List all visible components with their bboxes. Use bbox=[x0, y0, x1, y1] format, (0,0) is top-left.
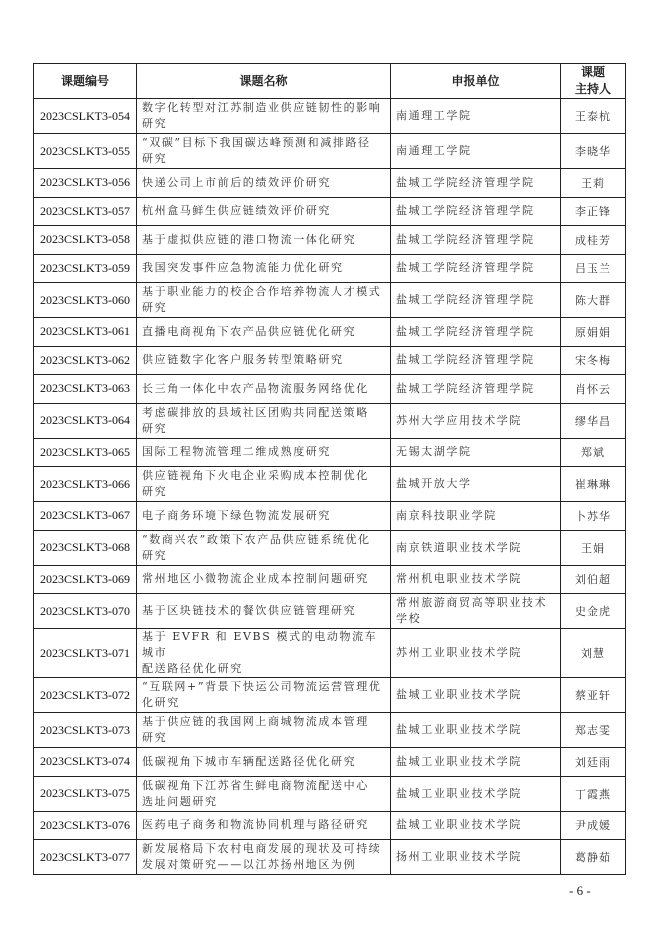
project-host: 葛静茹 bbox=[561, 840, 626, 875]
table-row bbox=[34, 840, 626, 875]
project-host: 尹成媛 bbox=[561, 811, 626, 840]
applicant-unit: 盐城工业职业技术学院 bbox=[391, 678, 561, 713]
project-code: 2023CSLKT3-067 bbox=[34, 502, 137, 531]
project-code: 2023CSLKT3-062 bbox=[34, 346, 137, 375]
table-row bbox=[34, 134, 626, 169]
applicant-unit: 南通理工学院 bbox=[391, 134, 561, 169]
project-title: 考虑碳排放的县域社区团购共同配送策略 研究 bbox=[137, 403, 391, 438]
applicant-unit: 无锡太湖学院 bbox=[391, 438, 561, 467]
project-title: 数字化转型对江苏制造业供应链韧性的影响 研究 bbox=[137, 99, 391, 134]
table-row bbox=[34, 254, 626, 283]
project-host: 李正锋 bbox=[561, 197, 626, 226]
table-row bbox=[34, 283, 626, 318]
project-title: “双碳”目标下我国碳达峰预测和减排路径 研究 bbox=[137, 134, 391, 169]
project-code: 2023CSLKT3-054 bbox=[34, 99, 137, 134]
table-row bbox=[34, 748, 626, 777]
project-code: 2023CSLKT3-069 bbox=[34, 565, 137, 594]
project-host: 郑斌 bbox=[561, 438, 626, 467]
project-host: 宋冬梅 bbox=[561, 346, 626, 375]
applicant-unit: 盐城工学院经济管理学院 bbox=[391, 318, 561, 347]
applicant-unit: 盐城工业职业技术学院 bbox=[391, 811, 561, 840]
project-title: “数商兴农”政策下农产品供应链系统优化 研究 bbox=[137, 530, 391, 565]
project-title: 基于虚拟供应链的港口物流一体化研究 bbox=[137, 226, 391, 255]
project-code: 2023CSLKT3-076 bbox=[34, 811, 137, 840]
project-code: 2023CSLKT3-055 bbox=[34, 134, 137, 169]
project-title: 供应链视角下火电企业采购成本控制优化 研究 bbox=[137, 467, 391, 502]
applicant-unit: 南通理工学院 bbox=[391, 99, 561, 134]
project-host: 王泰杭 bbox=[561, 99, 626, 134]
project-code: 2023CSLKT3-065 bbox=[34, 438, 137, 467]
header-title: 课题名称 bbox=[137, 64, 391, 99]
project-title: 基于区块链技术的餐饮供应链管理研究 bbox=[137, 594, 391, 629]
project-title: 基于供应链的我国网上商城物流成本管理 研究 bbox=[137, 713, 391, 748]
project-title: 长三角一体化中农产品物流服务网络优化 bbox=[137, 375, 391, 404]
header-unit: 申报单位 bbox=[391, 64, 561, 99]
table-row bbox=[34, 530, 626, 565]
applicant-unit: 盐城工业职业技术学院 bbox=[391, 713, 561, 748]
project-code: 2023CSLKT3-061 bbox=[34, 318, 137, 347]
project-host: 丁霞燕 bbox=[561, 776, 626, 811]
project-code: 2023CSLKT3-075 bbox=[34, 776, 137, 811]
project-code: 2023CSLKT3-077 bbox=[34, 840, 137, 875]
table-row bbox=[34, 226, 626, 255]
project-host: 吕玉兰 bbox=[561, 254, 626, 283]
applicant-unit: 盐城工学院经济管理学院 bbox=[391, 375, 561, 404]
project-title: 低碳视角下城市车辆配送路径优化研究 bbox=[137, 748, 391, 777]
applicant-unit: 盐城工业职业技术学院 bbox=[391, 776, 561, 811]
project-code: 2023CSLKT3-060 bbox=[34, 283, 137, 318]
project-title: “互联网+”背景下快运公司物流运营管理优 化研究 bbox=[137, 678, 391, 713]
applicant-unit: 盐城开放大学 bbox=[391, 467, 561, 502]
table-row bbox=[34, 197, 626, 226]
project-title: 国际工程物流管理二维成熟度研究 bbox=[137, 438, 391, 467]
project-host: 蔡亚轩 bbox=[561, 678, 626, 713]
project-host: 缪华昌 bbox=[561, 403, 626, 438]
project-title: 基于职业能力的校企合作培养物流人才模式 研究 bbox=[137, 283, 391, 318]
project-host: 李晓华 bbox=[561, 134, 626, 169]
applicant-unit: 盐城工学院经济管理学院 bbox=[391, 283, 561, 318]
table-row bbox=[34, 502, 626, 531]
project-host: 卜苏华 bbox=[561, 502, 626, 531]
project-host: 王莉 bbox=[561, 169, 626, 198]
project-title: 常州地区小微物流企业成本控制问题研究 bbox=[137, 565, 391, 594]
table-row bbox=[34, 565, 626, 594]
project-title: 医药电子商务和物流协同机理与路径研究 bbox=[137, 811, 391, 840]
project-code: 2023CSLKT3-071 bbox=[34, 629, 137, 678]
applicant-unit: 盐城工业职业技术学院 bbox=[391, 748, 561, 777]
project-title: 直播电商视角下农产品供应链优化研究 bbox=[137, 318, 391, 347]
applicant-unit: 苏州工业职业技术学院 bbox=[391, 629, 561, 678]
table-row bbox=[34, 594, 626, 629]
table-row bbox=[34, 438, 626, 467]
table-header-row bbox=[34, 64, 626, 99]
project-title: 杭州盒马鲜生供应链绩效评价研究 bbox=[137, 197, 391, 226]
table-row bbox=[34, 169, 626, 198]
project-title: 我国突发事件应急物流能力优化研究 bbox=[137, 254, 391, 283]
project-code: 2023CSLKT3-058 bbox=[34, 226, 137, 255]
table-row bbox=[34, 99, 626, 134]
applicant-unit: 盐城工学院经济管理学院 bbox=[391, 226, 561, 255]
project-host: 王娟 bbox=[561, 530, 626, 565]
table-row bbox=[34, 713, 626, 748]
applicant-unit: 南京科技职业学院 bbox=[391, 502, 561, 531]
project-code: 2023CSLKT3-068 bbox=[34, 530, 137, 565]
project-table bbox=[33, 63, 626, 875]
table-row bbox=[34, 403, 626, 438]
project-code: 2023CSLKT3-063 bbox=[34, 375, 137, 404]
table-row bbox=[34, 629, 626, 678]
project-code: 2023CSLKT3-073 bbox=[34, 713, 137, 748]
project-code: 2023CSLKT3-070 bbox=[34, 594, 137, 629]
page-number: - 6 - bbox=[569, 883, 591, 898]
table-row bbox=[34, 811, 626, 840]
table-row bbox=[34, 678, 626, 713]
applicant-unit: 南京铁道职业技术学院 bbox=[391, 530, 561, 565]
project-title: 低碳视角下江苏省生鲜电商物流配送中心 选址问题研究 bbox=[137, 776, 391, 811]
applicant-unit: 盐城工学院经济管理学院 bbox=[391, 346, 561, 375]
project-title: 基于 EVFR 和 EVBS 模式的电动物流车城市 配送路径优化研究 bbox=[137, 629, 391, 678]
project-host: 刘廷雨 bbox=[561, 748, 626, 777]
applicant-unit: 常州机电职业技术学院 bbox=[391, 565, 561, 594]
applicant-unit: 扬州工业职业技术学院 bbox=[391, 840, 561, 875]
project-title: 快递公司上市前后的绩效评价研究 bbox=[137, 169, 391, 198]
project-host: 肖怀云 bbox=[561, 375, 626, 404]
table-row bbox=[34, 318, 626, 347]
header-code: 课题编号 bbox=[34, 64, 137, 99]
project-host: 原娟娟 bbox=[561, 318, 626, 347]
project-host: 崔琳琳 bbox=[561, 467, 626, 502]
project-title: 电子商务环境下绿色物流发展研究 bbox=[137, 502, 391, 531]
table-row bbox=[34, 776, 626, 811]
project-code: 2023CSLKT3-056 bbox=[34, 169, 137, 198]
table-row bbox=[34, 467, 626, 502]
project-host: 郑志雯 bbox=[561, 713, 626, 748]
project-code: 2023CSLKT3-059 bbox=[34, 254, 137, 283]
table-row bbox=[34, 375, 626, 404]
applicant-unit: 常州旅游商贸高等职业技术 学校 bbox=[391, 594, 561, 629]
project-code: 2023CSLKT3-066 bbox=[34, 467, 137, 502]
applicant-unit: 盐城工学院经济管理学院 bbox=[391, 197, 561, 226]
applicant-unit: 苏州大学应用技术学院 bbox=[391, 403, 561, 438]
project-code: 2023CSLKT3-072 bbox=[34, 678, 137, 713]
project-title: 新发展格局下农村电商发展的现状及可持续 发展对策研究——以江苏扬州地区为例 bbox=[137, 840, 391, 875]
project-host: 刘慧 bbox=[561, 629, 626, 678]
table-row bbox=[34, 346, 626, 375]
header-host: 课题 主持人 bbox=[561, 64, 626, 99]
project-host: 成桂芳 bbox=[561, 226, 626, 255]
project-code: 2023CSLKT3-057 bbox=[34, 197, 137, 226]
project-title: 供应链数字化客户服务转型策略研究 bbox=[137, 346, 391, 375]
project-code: 2023CSLKT3-074 bbox=[34, 748, 137, 777]
project-host: 刘伯超 bbox=[561, 565, 626, 594]
project-host: 陈大群 bbox=[561, 283, 626, 318]
project-host: 史金虎 bbox=[561, 594, 626, 629]
applicant-unit: 盐城工学院经济管理学院 bbox=[391, 254, 561, 283]
applicant-unit: 盐城工学院经济管理学院 bbox=[391, 169, 561, 198]
project-code: 2023CSLKT3-064 bbox=[34, 403, 137, 438]
